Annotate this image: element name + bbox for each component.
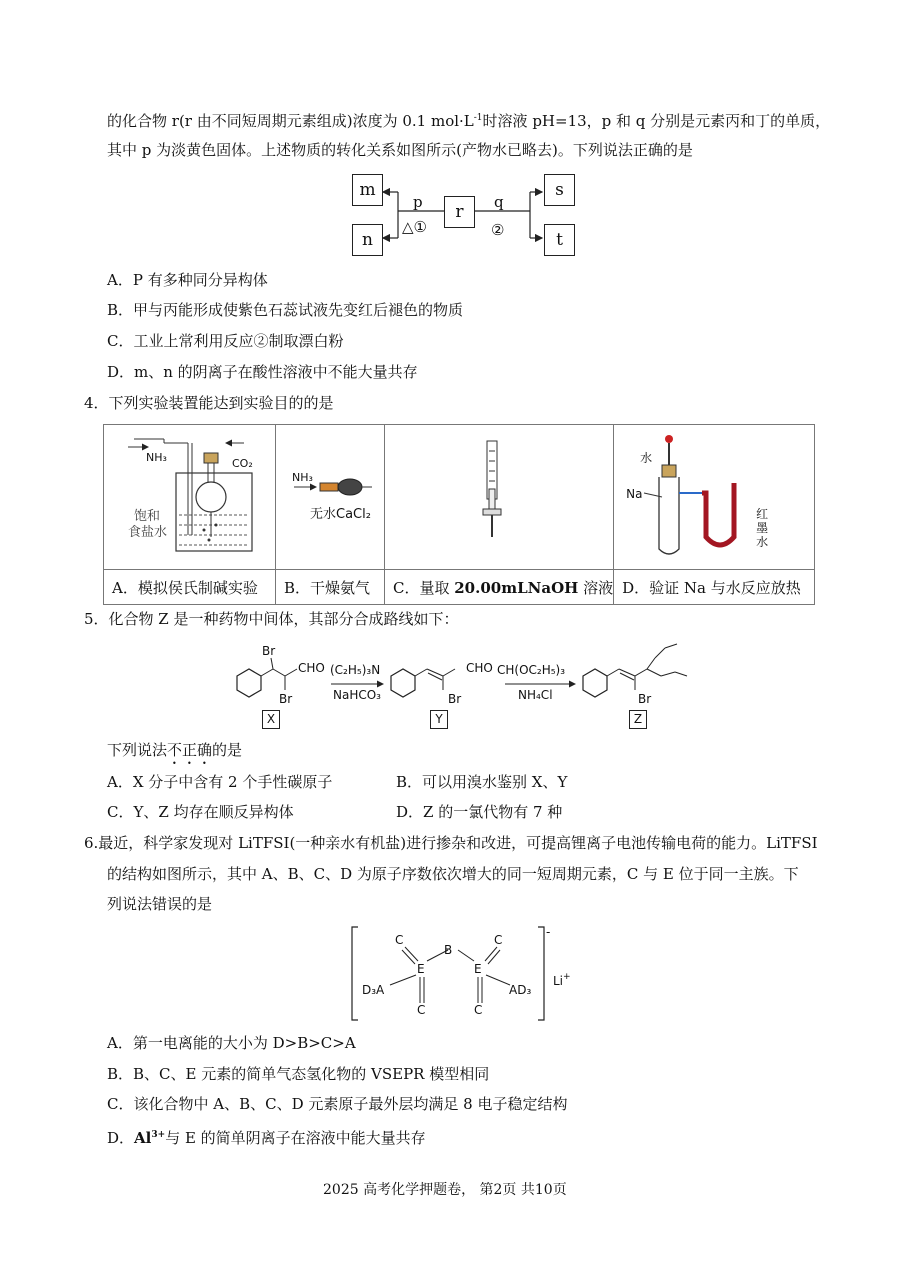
label-co2: CO₂ [232,457,253,470]
label-na: Na [626,487,643,501]
q6-option-b: B．B、C、E 元素的简单气态氢化物的 VSEPR 模型相同 [107,1065,490,1083]
apparatus-b-drawing [276,425,384,569]
label-ink-2: 墨 [756,521,769,535]
struct-b: B [444,943,453,957]
apparatus-a-drawing [104,425,275,569]
struct-c-3: C [417,1003,426,1017]
flow-box-r: r [444,196,475,228]
flow-label-q: q [494,193,504,211]
q5-stem: 5．化合物 Z 是一种药物中间体，其部分合成路线如下： [84,610,459,628]
flow-label-p: p [413,193,423,211]
q5-option-d: D．Z 的一氯代物有 7 种 [396,803,563,821]
x-br-bottom: Br [279,692,293,706]
flow-label-cond2: ② [491,221,505,239]
reagent-2-bottom: NH₄Cl [518,688,553,702]
struct-c-4: C [474,1003,483,1017]
apparatus-d-cell [614,425,815,570]
q5-option-c: C．Y、Z 均存在顺反异构体 [107,803,294,821]
q3-option-a: A．P 有多种同分异构体 [107,271,268,289]
q6-option-c: C．该化合物中 A、B、C、D 元素原子最外层均满足 8 电子稳定结构 [107,1095,568,1113]
page-footer: 2025 高考化学押题卷， 第2页 共10页 [323,1182,567,1198]
struct-li: Li+ [553,972,571,988]
struct-minus: - [546,925,551,939]
x-cho: CHO [298,661,325,675]
q6-option-d: D．$Al^{3+}$与 E 的简单阴离子在溶液中能大量共存 [107,1129,426,1147]
apparatus-c-cell [385,425,614,570]
q3-option-c: C．工业上常利用反应②制取漂白粉 [107,332,344,350]
q5-prompt: 下列说法不正确的是 [107,741,243,759]
q6-line-3: 列说法错误的是 [107,895,213,913]
label-ink-3: 水 [756,535,769,549]
flow-arrows [380,180,550,250]
q3-option-d: D．m、n 的阴离子在酸性溶液中不能大量共存 [107,363,418,381]
intro-line-2: 其中 p 为淡黄色固体。上述物质的转化关系如图所示(产物水已略去)。下列说法正确的是 [107,141,693,159]
label-nh3: NH₃ [146,451,167,464]
reagent-2-top: CH(OC₂H₅)₃ [497,663,566,677]
intro-line-1: 的化合物 r(r 由不同短周期元素组成)浓度为 0.1 $mol\cdot L^{-1}$时溶液 pH=13，p 和 q 分别是元素丙和丁的单质， [107,112,831,130]
apparatus-b-cell [276,425,385,570]
caption-b: B．干燥氨气 [276,570,385,605]
struct-c-2: C [494,933,503,947]
reagent-1-bottom: NaHCO₃ [333,688,381,702]
flow-box-t: t [544,224,575,256]
struct-ad3: AD₃ [509,983,532,997]
q6-option-a: A．第一电离能的大小为 D>B>C>A [107,1034,356,1052]
flow-box-n: n [352,224,383,256]
apparatus-table [103,424,815,605]
struct-c-1: C [395,933,404,947]
flow-box-m: m [352,174,383,206]
label-x: X [262,710,280,729]
flow-label-cond1: △① [402,218,427,236]
q5-option-a: A．X 分子中含有 2 个手性碳原子 [107,773,333,791]
q5-option-b: B．可以用溴水鉴别 X、Y [396,773,568,791]
caption-c: C．量取 20.00mLNaOH 溶液 [385,570,614,605]
label-ink-1: 红 [756,507,769,521]
q3-option-b: B．甲与丙能形成使紫色石蕊试液先变红后褪色的物质 [107,301,464,319]
label-z: Z [629,710,647,729]
reagent-1-top: (C₂H₅)₃N [330,663,381,677]
burette-drawing [385,425,599,569]
label-nh3-b: NH₃ [292,471,313,484]
q4-stem: 4．下列实验装置能达到实验目的的是 [84,394,334,412]
z-br: Br [638,692,652,706]
label-cacl2: 无水CaCl₂ [310,507,371,522]
caption-a: A．模拟侯氏制碱实验 [104,570,276,605]
struct-e-2: E [474,962,482,976]
label-y: Y [430,710,448,729]
y-cho: CHO [466,661,493,675]
caption-d: D．验证 Na 与水反应放热 [614,570,815,605]
label-brine-1: 饱和 [134,509,161,524]
struct-d3a: D₃A [362,983,385,997]
flow-box-s: s [544,174,575,206]
x-br-top: Br [262,644,276,658]
q6-line-1: 6.最近，科学家发现对 LiTFSI(一种亲水有机盐)进行掺杂和改进，可提高锂离子电池传输电荷的能力。LiTFSI [84,834,818,852]
q6-line-2: 的结构如图所示，其中 A、B、C、D 为原子序数依次增大的同一短周期元素，C 与 E 位于同一主族。下 [107,865,799,883]
label-water: 水 [640,451,653,465]
struct-e-1: E [417,962,425,976]
y-br: Br [448,692,462,706]
apparatus-d-drawing [614,425,814,569]
apparatus-a-cell [104,425,276,570]
label-brine-2: 食盐水 [128,525,168,540]
